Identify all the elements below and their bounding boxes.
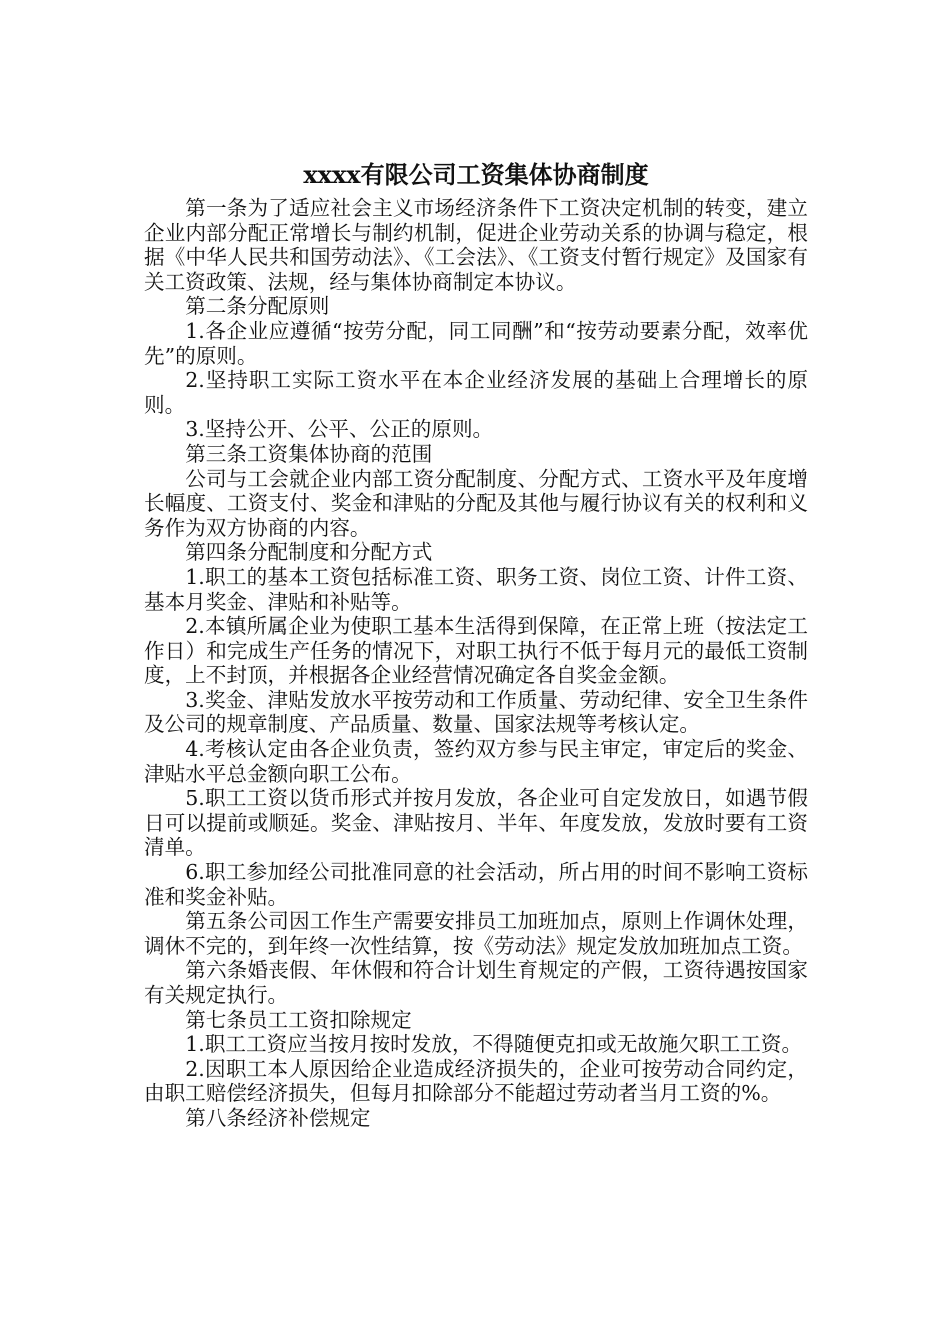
- article-4-item-2: 2.本镇所属企业为使职工基本生活得到保障，在正常上班（按法定工作日）和完成生产任务的情况下，对职工执行不低于每月元的最低工资制度，上不封顶，并根据各企业经营情况确定各自奖金金额。: [144, 614, 808, 688]
- document-title: xxxx有限公司工资集体协商制度: [303, 160, 649, 189]
- article-7-item-1: 1.职工工资应当按月按时发放，不得随便克扣或无故施欠职工工资。: [185, 1032, 803, 1057]
- article-4-item-1: 1.职工的基本工资包括标准工资、职务工资、岗位工资、计件工资、基本月奖金、津贴和补贴等。: [144, 564, 808, 614]
- article-2-item-1: 1.各企业应遵循“按劳分配，同工同酬”和“按劳动要素分配，效率优先”的原则。: [144, 318, 808, 368]
- article-3-heading: 第三条工资集体协商的范围: [185, 441, 433, 466]
- article-2-item-2: 2.坚持职工实际工资水平在本企业经济发展的基础上合理增长的原则。: [144, 368, 808, 417]
- article-4-heading: 第四条分配制度和分配方式: [185, 540, 433, 565]
- article-7-item-2: 2.因职工本人原因给企业造成经济损失的，企业可按劳动合同约定，由职工赔偿经济损失，但每月扣除部分不能超过劳动者当月工资的%。: [144, 1056, 808, 1106]
- article-6: 第六条婚丧假、年休假和符合计划生育规定的产假，工资待遇按国家有关规定执行。: [144, 958, 808, 1007]
- article-4-item-4: 4.考核认定由各企业负责，签约双方参与民主审定，审定后的奖金、津贴水平总金额向职工公布。: [144, 737, 808, 786]
- article-2-item-3: 3.坚持公开、公平、公正的原则。: [185, 417, 494, 442]
- article-4-item-5: 5.职工工资以货币形式并按月发放，各企业可自定发放日，如遇节假日可以提前或顺延。奖金、津贴按月、半年、年度发放，发放时要有工资清单。: [144, 786, 808, 860]
- article-7-heading: 第七条员工工资扣除规定: [185, 1007, 412, 1032]
- article-2-heading: 第二条分配原则: [185, 294, 330, 319]
- article-8-heading: 第八条经济补偿规定: [185, 1105, 371, 1130]
- document-page: [144, 158, 808, 1131]
- article-4-item-6: 6.职工参加经公司批准同意的社会活动，所占用的时间不影响工资标准和奖金补贴。: [144, 860, 808, 909]
- article-5: 第五条公司因工作生产需要安排员工加班加点，原则上作调休处理，调休不完的，到年终一次性结算，按《劳动法》规定发放加班加点工资。: [144, 909, 808, 958]
- article-4-item-3: 3.奖金、津贴发放水平按劳动和工作质量、劳动纪律、安全卫生条件及公司的规章制度、产品质量、数量、国家法规等考核认定。: [144, 687, 808, 737]
- article-3-body: 公司与工会就企业内部工资分配制度、分配方式、工资水平及年度增长幅度、工资支付、奖金和津贴的分配及其他与履行协议有关的权利和义务作为双方协商的内容。: [144, 466, 808, 540]
- article-1: 第一条为了适应社会主义市场经济条件下工资决定机制的转变，建立企业内部分配正常增长与制约机制，促进企业劳动关系的协调与稳定，根据《中华人民共和国劳动法》、《工会法》、《工资支付暂行规定》及国家有关工资政策、法规，经与集体协商制定本协议。: [144, 196, 808, 294]
